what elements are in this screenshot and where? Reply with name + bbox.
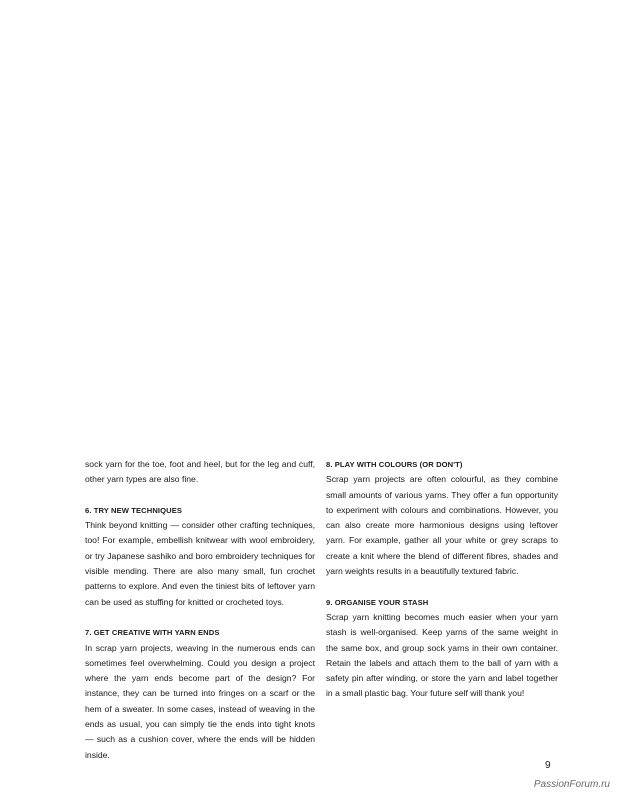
intro-paragraph: sock yarn for the toe, foot and heel, but for the leg and cuff, other yarn types are also fine. — [85, 459, 315, 485]
section-9-body: Scrap yarn knitting becomes much easier when your yarn stash is well-organised. Keep yarns of the same weight in the same box, and group sock yarns in their own container. Retain the labels and attach them to the ball of yarn with a safety pin after winding, or store the yarn and label together in a small plastic bag. Your future self will thank you! — [326, 611, 558, 699]
section-7-body: In scrap yarn projects, weaving in the numerous ends can sometimes feel overwhelming. Could you design a project where the yarn ends become part of the design? For instance, they can be turned into fringes on a scarf or the hem of a sweater. In some cases, instead of weaving in the ends as usual, you can simply tie the ends into tight knots — such as a cushion cover, where the ends will be hidden inside. — [85, 642, 315, 760]
section-6-body: Think beyond knitting — consider other crafting techniques, too! For example, embellish knitwear with wool embroidery, or try Japanese sashiko and boro embroidery techniques for visible mending. There are also many small, fun crochet patterns to explore. And even the tiniest bits of leftover yarn can be used as stuffing for knitted or crocheted toys. — [85, 520, 315, 607]
page-number: 9 — [545, 760, 551, 771]
section-8-body: Scrap yarn projects are often colourful, as they combine small amounts of various yarns. They offer a fun opportunity to experiment with colours and combinations. However, you can also create more harmonious designs using leftover yarn. For example, gather all your white or grey scraps to create a knit where the blend of different fibres, shades and yarn weights results in a beautifully textured fabric. — [326, 474, 558, 577]
section-7-heading: 7. GET CREATIVE WITH YARN ENDS — [85, 628, 220, 638]
right-column — [326, 457, 558, 702]
section-9-heading: 9. ORGANISE YOUR STASH — [326, 597, 429, 607]
watermark: PassionForum.ru — [533, 779, 610, 790]
section-8-heading: 8. PLAY WITH COLOURS (OR DON'T) — [326, 460, 463, 469]
section-6-heading: 6. TRY NEW TECHNIQUES — [85, 505, 183, 515]
left-column — [85, 457, 315, 763]
